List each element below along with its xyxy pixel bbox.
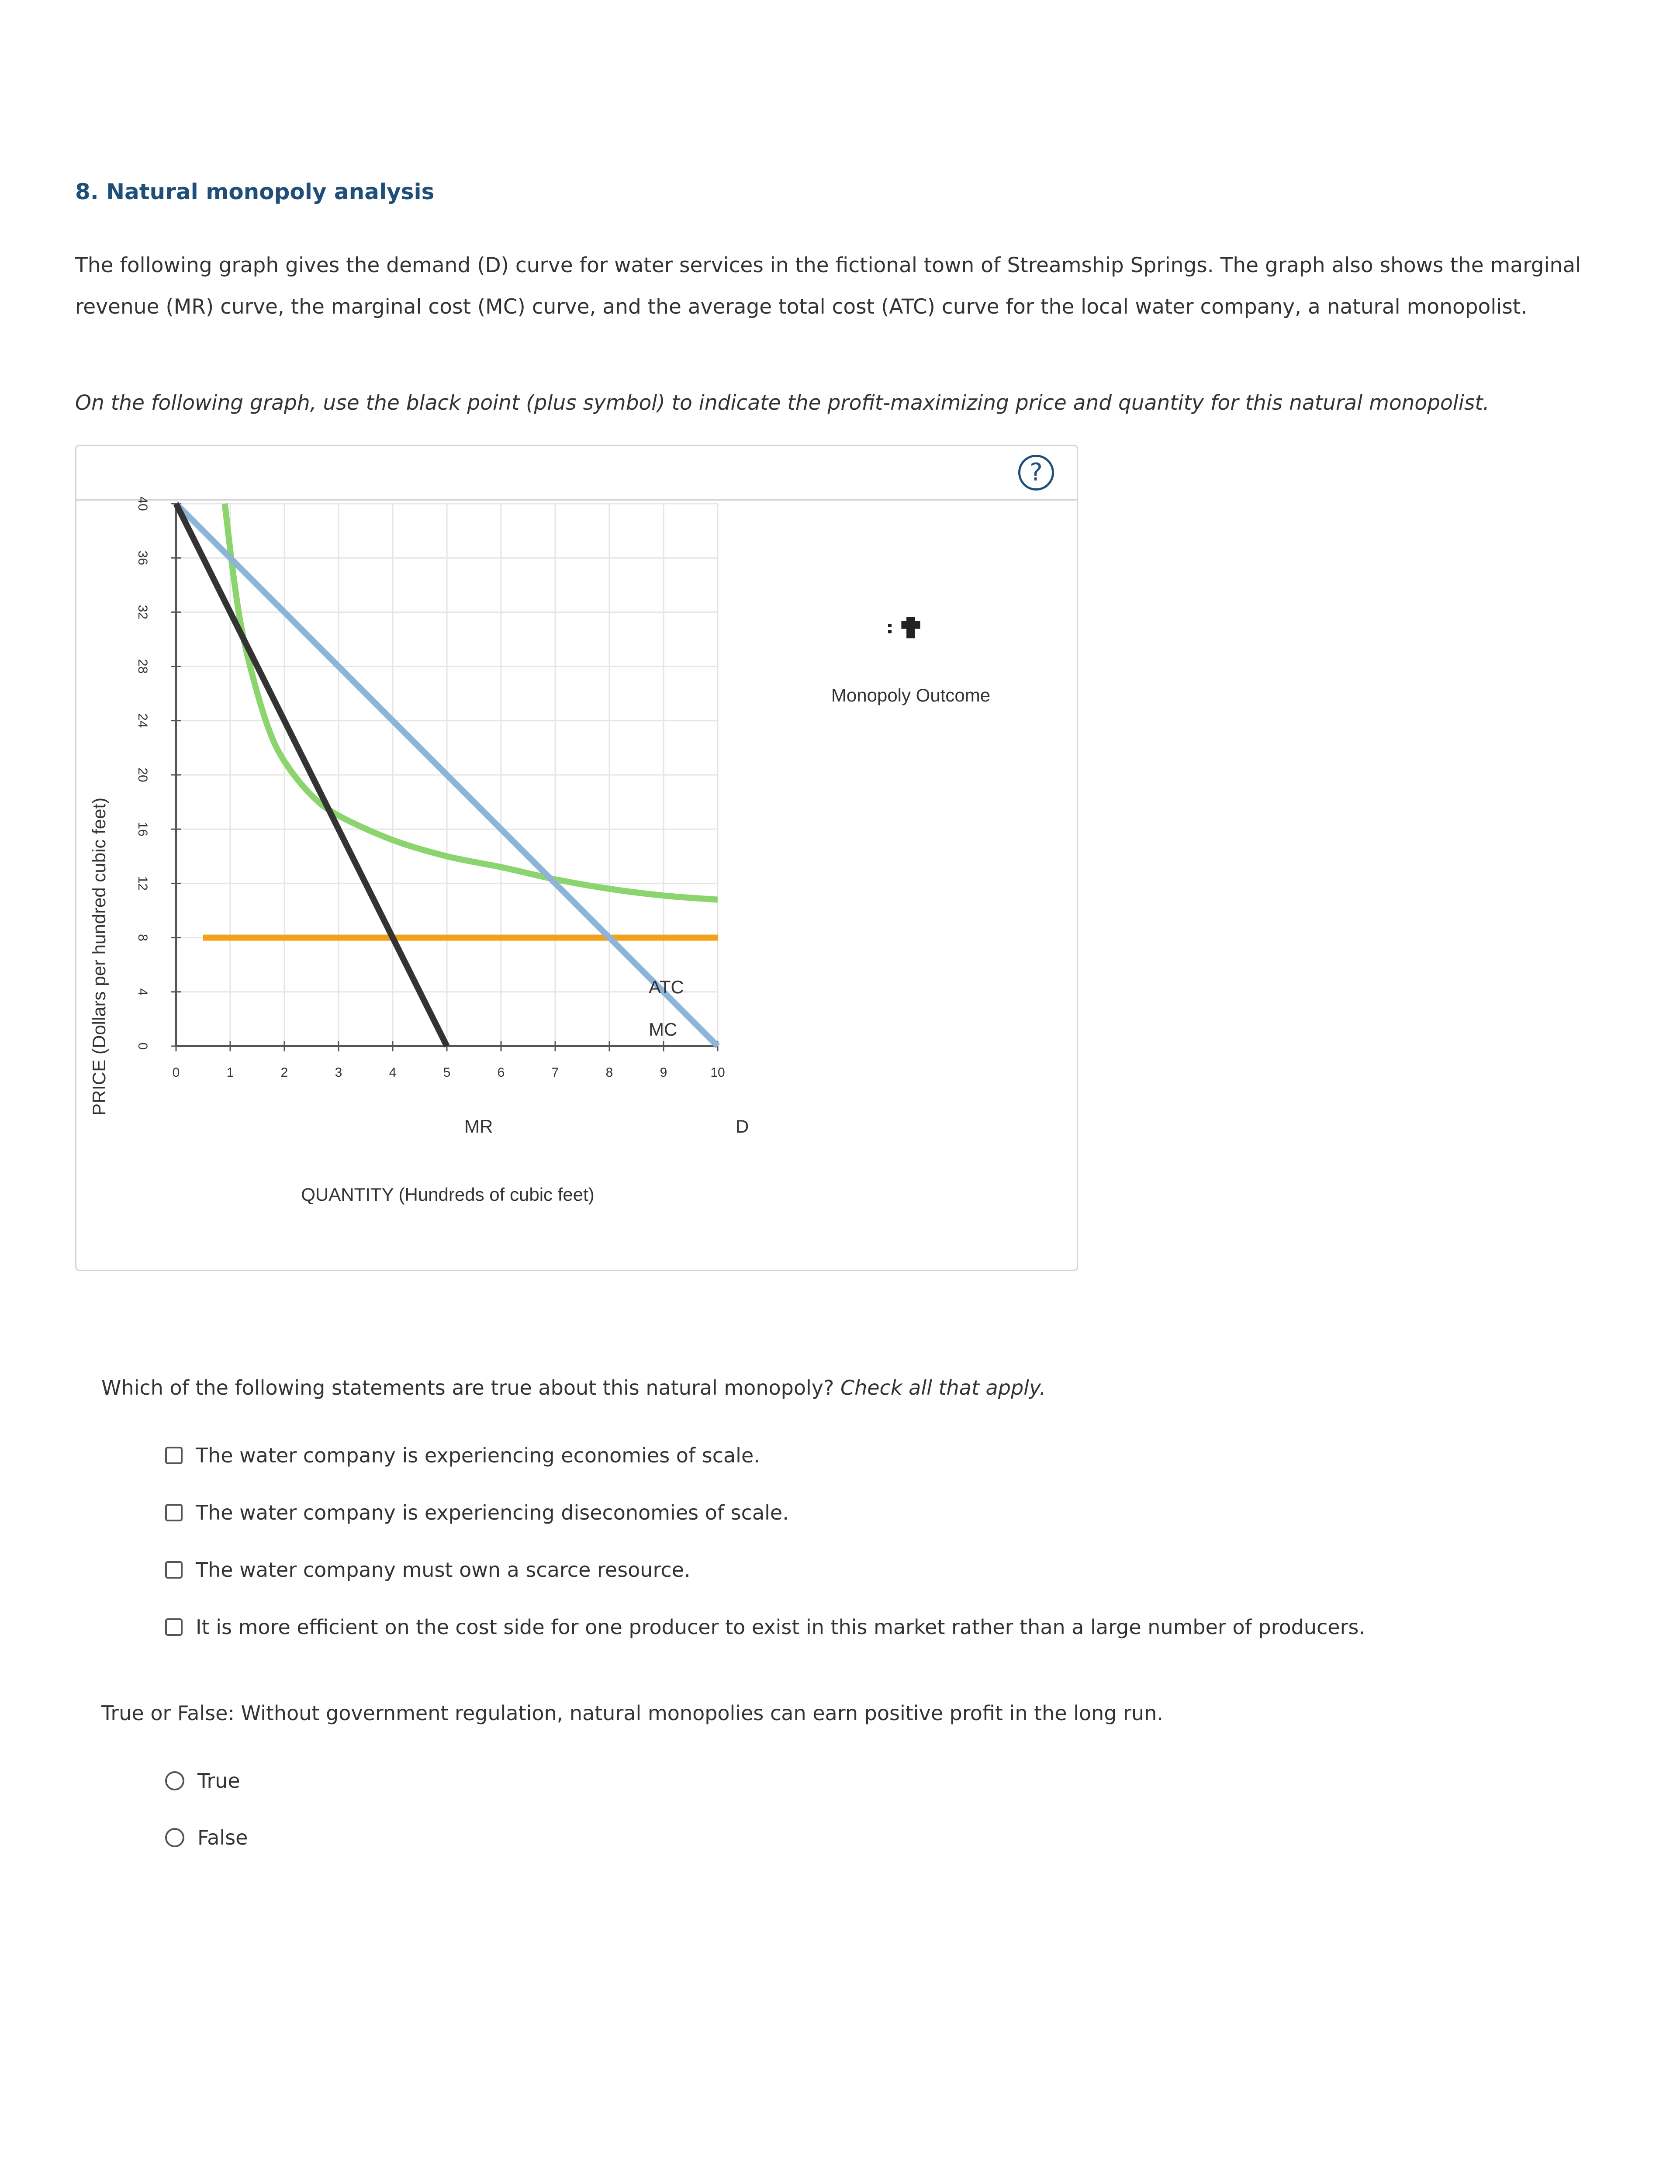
y-tick-label: 24 [135, 713, 150, 728]
question-title: 8. Natural monopoly analysis [75, 179, 435, 204]
option-label: False [197, 1826, 248, 1849]
option-label: The water company must own a scarce resource. [196, 1558, 691, 1582]
drag-dot-2 [888, 630, 892, 633]
question-intro: The following graph gives the demand (D) curve for water services in the fictional town of Streamship Springs. The graph also shows the marginal revenue (MR) curve, the marginal cost (MC) curve, and the average total cost (ATC) curve for the local water company, a natural monopolist. [75, 253, 1581, 319]
checkbox[interactable] [165, 1561, 183, 1579]
q2-option-false[interactable] [165, 1826, 248, 1849]
checkbox[interactable] [165, 1618, 183, 1636]
monopoly-graph[interactable] [76, 446, 1077, 1270]
x-tick-label: 5 [443, 1065, 451, 1080]
x-tick-label: 10 [710, 1065, 725, 1080]
x-tick-label: 2 [280, 1065, 288, 1080]
radio-button[interactable] [165, 1828, 184, 1847]
x-tick-label: 4 [389, 1065, 397, 1080]
x-tick-label: 8 [605, 1065, 613, 1080]
x-tick-label: 1 [226, 1065, 234, 1080]
option-label: The water company is experiencing diseconomies of scale. [196, 1501, 789, 1524]
y-tick-label: 12 [135, 876, 150, 891]
option-label: The water company is experiencing economies of scale. [196, 1444, 760, 1467]
x-tick-label: 0 [172, 1065, 180, 1080]
y-tick-label: 16 [135, 822, 150, 836]
plus-icon[interactable] [901, 617, 920, 639]
x-tick-label: 7 [551, 1065, 559, 1080]
q1-option-scarce-resource[interactable] [165, 1558, 691, 1582]
option-label: It is more efficient on the cost side for one producer to exist in this market rather than a large number of producers. [196, 1615, 1365, 1639]
monopoly-outcome-label: Monopoly Outcome [831, 685, 991, 705]
mc-label: MC [649, 1019, 678, 1040]
graph-instruction: On the following graph, use the black point (plus symbol) to indicate the profit-maximizing price and quantity for this natural monopolist. [75, 391, 1490, 415]
option-label: True [197, 1769, 240, 1793]
x-tick-label: 3 [335, 1065, 342, 1080]
x-tick-label: 9 [660, 1065, 667, 1080]
y-tick-label: 32 [135, 605, 150, 620]
monopoly-outcome-tool[interactable] [888, 617, 920, 639]
y-tick-label: 28 [135, 659, 150, 674]
q1-option-diseconomies[interactable] [165, 1501, 789, 1524]
checkbox[interactable] [165, 1447, 183, 1464]
q1-option-economies[interactable] [165, 1444, 760, 1467]
radio-button[interactable] [165, 1771, 184, 1790]
q1-hint: Check all that apply. [840, 1376, 1046, 1400]
q1-prompt-text: Which of the following statements are true about this natural monopoly? [101, 1376, 834, 1400]
q1-prompt [101, 1376, 1046, 1400]
demand-label: D [736, 1116, 749, 1137]
y-tick-label: 8 [135, 934, 150, 941]
y-tick-label: 0 [135, 1042, 150, 1050]
graph-panel [75, 445, 1078, 1271]
q1-option-cost-efficient[interactable] [165, 1615, 1365, 1639]
help-icon[interactable]: ? [1018, 455, 1054, 491]
y-tick-label: 20 [135, 767, 150, 782]
q2-option-true[interactable] [165, 1769, 240, 1793]
x-tick-label: 6 [497, 1065, 505, 1080]
atc-label: ATC [649, 977, 684, 997]
x-axis-title: QUANTITY (Hundreds of cubic feet) [301, 1184, 595, 1205]
atc-curve [225, 504, 718, 900]
q2-prompt: True or False: Without government regulation, natural monopolies can earn positive profit in the long run. [101, 1701, 1163, 1725]
y-tick-label: 40 [135, 496, 150, 511]
drag-dot-1 [888, 624, 892, 627]
mr-label: MR [464, 1116, 493, 1137]
y-tick-label: 4 [135, 988, 150, 996]
y-tick-label: 36 [135, 550, 150, 565]
y-axis-title: PRICE (Dollars per hundred cubic feet) [89, 797, 109, 1116]
checkbox[interactable] [165, 1504, 183, 1521]
